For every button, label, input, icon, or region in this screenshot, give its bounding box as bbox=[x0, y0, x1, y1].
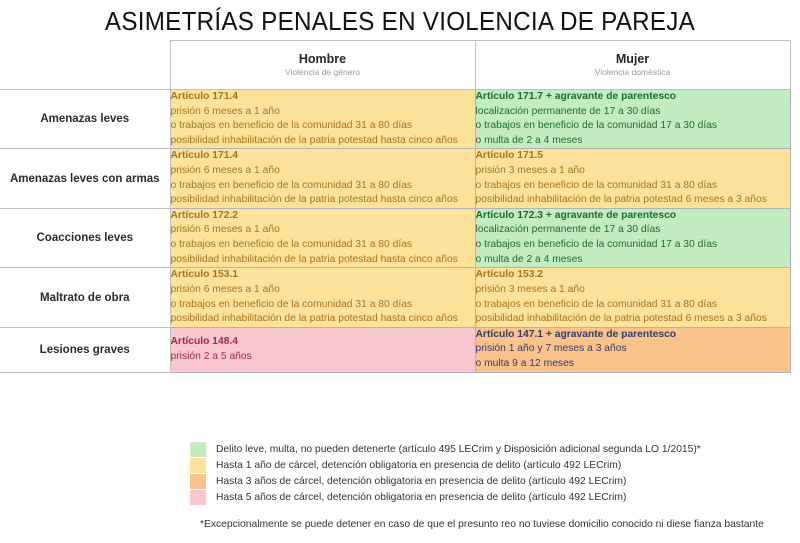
legend-swatch-pink bbox=[190, 490, 206, 505]
cell-line: posibilidad inhabilitación de la patria potestad 6 meses a 3 años bbox=[475, 313, 767, 325]
cell-man bbox=[170, 208, 475, 267]
cell-line: o multa de 2 a 4 meses bbox=[475, 134, 583, 146]
column-header-man bbox=[170, 41, 475, 90]
column-header-woman-title: Mujer bbox=[615, 51, 650, 66]
column-header-woman-subtitle: Violencia doméstica bbox=[594, 67, 671, 78]
cell-line: prisión 6 meses a 1 año bbox=[170, 105, 280, 117]
cell-woman bbox=[475, 90, 790, 149]
legend-row bbox=[190, 457, 790, 473]
cell-line: prisión 6 meses a 1 año bbox=[170, 165, 280, 177]
cell-woman bbox=[475, 327, 790, 372]
cell-article: Artículo 147.1 + agravante de parentesco bbox=[475, 328, 677, 340]
cell-line: posibilidad inhabilitación de la patria potestad hasta cinco años bbox=[170, 313, 458, 325]
cell-line: o trabajos en beneficio de la comunidad 17 a 30 días bbox=[475, 239, 718, 251]
row-label: Coacciones leves bbox=[0, 208, 170, 267]
cell-line: posibilidad inhabilitación de la patria potestad hasta cinco años bbox=[170, 134, 458, 146]
legend-swatch-green bbox=[190, 442, 206, 457]
cell-line: prisión 3 meses a 1 año bbox=[475, 165, 585, 177]
cell-article: Artículo 171.7 + agravante de parentesco bbox=[475, 91, 677, 102]
cell-article: Artículo 148.4 bbox=[170, 336, 239, 348]
cell-line: localización permanente de 17 a 30 días bbox=[475, 105, 661, 117]
cell-article: Artículo 171.4 bbox=[170, 150, 239, 162]
cell-line: posibilidad inhabilitación de la patria potestad hasta cinco años bbox=[170, 194, 458, 206]
row-label: Lesiones graves bbox=[0, 327, 170, 372]
cell-line: o multa 9 a 12 meses bbox=[475, 357, 574, 369]
column-header-man-title: Hombre bbox=[298, 51, 347, 66]
table-row bbox=[0, 208, 790, 267]
column-header-man-subtitle: Violencia de género bbox=[285, 67, 360, 78]
legend-label: Hasta 1 año de cárcel, detención obligatoria en presencia de delito (artículo 492 LECrim) bbox=[216, 459, 622, 471]
cell-woman bbox=[475, 268, 790, 327]
cell-line: prisión 6 meses a 1 año bbox=[170, 283, 280, 295]
cell-line: o trabajos en beneficio de la comunidad 31 a 80 días bbox=[170, 120, 413, 132]
cell-man bbox=[170, 90, 475, 149]
cell-article: Artículo 171.5 bbox=[475, 150, 544, 162]
cell-line: o multa de 2 a 4 meses bbox=[475, 253, 583, 265]
cell-article: Artículo 153.2 bbox=[475, 269, 544, 281]
table-row bbox=[0, 90, 790, 149]
table-row bbox=[0, 327, 790, 372]
cell-article: Artículo 172.3 + agravante de parentesco bbox=[475, 209, 677, 221]
cell-line: prisión 6 meses a 1 año bbox=[170, 224, 280, 236]
legend bbox=[190, 441, 790, 505]
cell-line: localización permanente de 17 a 30 días bbox=[475, 224, 661, 236]
legend-row bbox=[190, 489, 790, 505]
legend-row bbox=[190, 473, 790, 489]
cell-line: o trabajos en beneficio de la comunidad 31 a 80 días bbox=[170, 179, 413, 191]
table-header-row bbox=[0, 41, 790, 90]
legend-swatch-yellow bbox=[190, 458, 206, 473]
cell-article: Artículo 172.2 bbox=[170, 209, 239, 221]
cell-article: Artículo 153.1 bbox=[170, 269, 239, 281]
row-label: Amenazas leves con armas bbox=[0, 149, 170, 208]
table-corner-cell bbox=[0, 41, 170, 90]
legend-label: Hasta 5 años de cárcel, detención obligatoria en presencia de delito (artículo 492 LECrim) bbox=[216, 491, 627, 503]
cell-line: o trabajos en beneficio de la comunidad 31 a 80 días bbox=[170, 239, 413, 251]
table-header bbox=[0, 41, 790, 90]
asymmetries-table bbox=[0, 40, 791, 373]
column-header-woman bbox=[475, 41, 790, 90]
row-label: Maltrato de obra bbox=[0, 268, 170, 327]
legend-swatch-orange bbox=[190, 474, 206, 489]
cell-woman bbox=[475, 208, 790, 267]
cell-man bbox=[170, 327, 475, 372]
table-body bbox=[0, 90, 790, 373]
table-row bbox=[0, 149, 790, 208]
asymmetries-table-container bbox=[0, 40, 790, 373]
legend-row bbox=[190, 441, 790, 457]
legend-label: Hasta 3 años de cárcel, detención obligatoria en presencia de delito (artículo 492 LECrim) bbox=[216, 475, 627, 487]
page-title: ASIMETRÍAS PENALES EN VIOLENCIA DE PAREJA bbox=[104, 6, 696, 36]
cell-man bbox=[170, 268, 475, 327]
cell-line: posibilidad inhabilitación de la patria potestad hasta cinco años bbox=[170, 253, 458, 265]
cell-line: prisión 1 año y 7 meses a 3 años bbox=[475, 343, 627, 355]
cell-line: prisión 2 a 5 años bbox=[170, 350, 252, 362]
cell-line: posibilidad inhabilitación de la patria potestad 6 meses a 3 años bbox=[475, 194, 767, 206]
cell-line: o trabajos en beneficio de la comunidad 17 a 30 días bbox=[475, 120, 718, 132]
cell-line: prisión 3 meses a 1 año bbox=[475, 283, 585, 295]
cell-man bbox=[170, 149, 475, 208]
cell-article: Artículo 171.4 bbox=[170, 91, 239, 102]
cell-line: o trabajos en beneficio de la comunidad 31 a 80 días bbox=[475, 298, 718, 310]
cell-woman bbox=[475, 149, 790, 208]
row-label: Amenazas leves bbox=[0, 90, 170, 149]
table-row bbox=[0, 268, 790, 327]
footnote: *Excepcionalmente se puede detener en caso de que el presunto reo no tuviese domicilio conocido ni diese fianza bastante bbox=[200, 519, 764, 530]
cell-line: o trabajos en beneficio de la comunidad 31 a 80 días bbox=[170, 298, 413, 310]
legend-label: Delito leve, multa, no pueden detenerte (artículo 495 LECrim y Disposición adicional segunda LO 1/2015)* bbox=[216, 443, 701, 455]
cell-line: o trabajos en beneficio de la comunidad 31 a 80 días bbox=[475, 179, 718, 191]
